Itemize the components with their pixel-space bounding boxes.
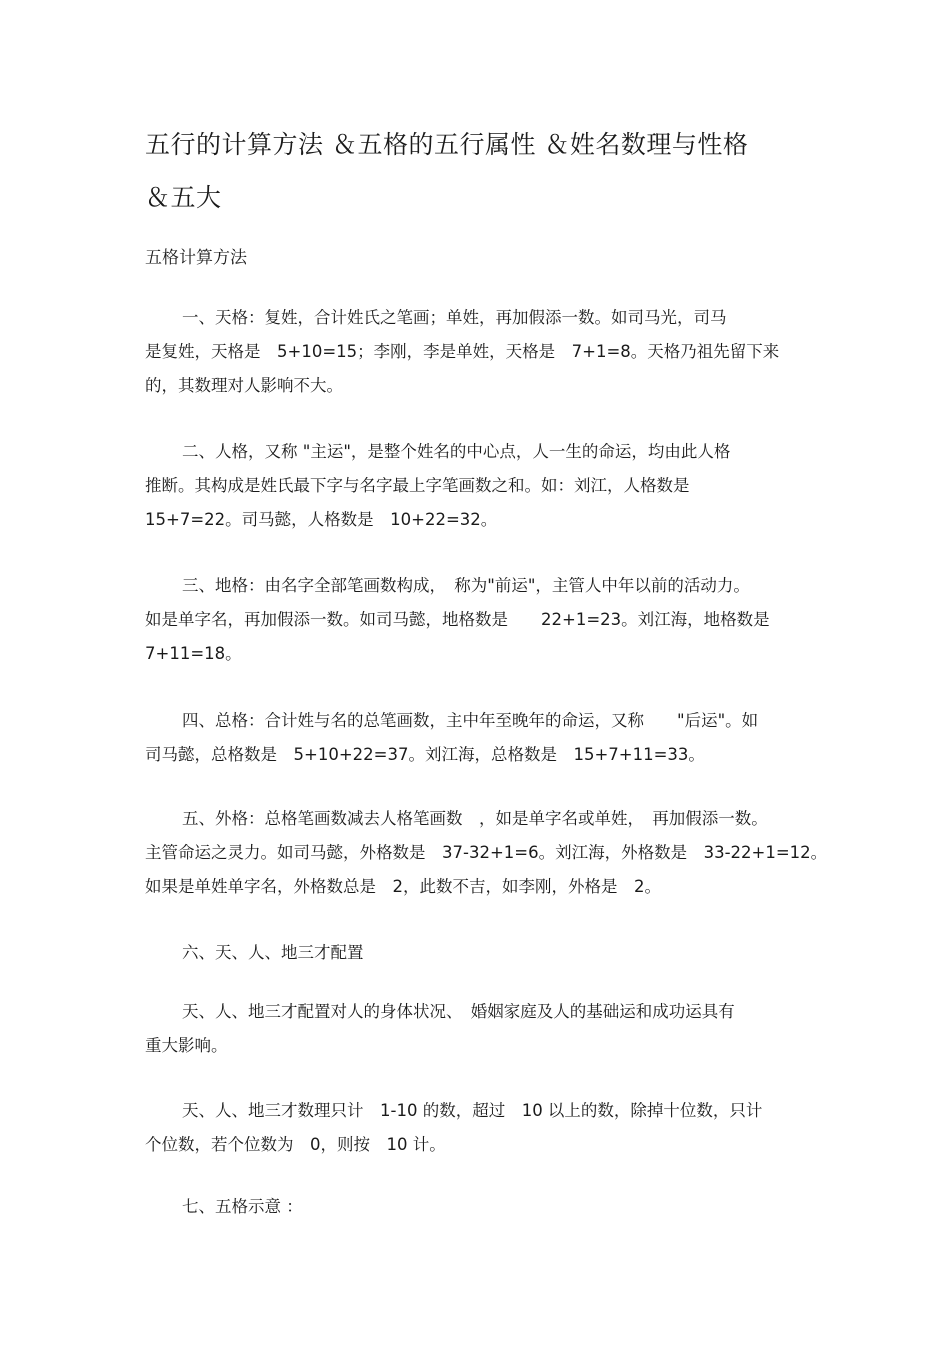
paragraph-line: 六、天、人、地三才配置 [182,943,364,962]
paragraph-line: 三、地格：由名字全部笔画数构成， 称为"前运"，主管人中年以前的活动力。 [182,576,750,595]
paragraph-line: 天、人、地三才数理只计 1-10 的数，超过 10 以上的数，除掉十位数，只计 [182,1101,763,1120]
paragraph-line: 主管命运之灵力。如司马懿，外格数是 37-32+1=6。刘江海，外格数是 33-22+1=12。 [145,843,828,862]
paragraph-line: 的，其数理对人影响不大。 [145,376,343,395]
paragraph-sancai-heading [145,936,810,970]
title-line-1: 五行的计算方法 ＆五格的五行属性 ＆姓名数理与性格 [145,130,749,159]
paragraph-waige [145,802,828,904]
paragraph-line: 是复姓，天格是 5+10=15；李刚，李是单姓，天格是 7+1=8。天格乃祖先留下来 [145,342,780,361]
paragraph-line: 推断。其构成是姓氏最下字与名字最上字笔画数之和。如：刘江，人格数是 [145,476,690,495]
paragraph-line: 四、总格：合计姓与名的总笔画数，主中年至晚年的命运，又称 "后运"。如 [182,711,759,730]
paragraph-zongge [145,704,810,772]
paragraph-line: 五、外格：总格笔画数减去人格笔画数 ，如是单字名或单姓， 再加假添一数。 [182,809,768,828]
paragraph-line: 如是单字名，再加假添一数。如司马懿，地格数是 22+1=23。刘江海，地格数是 [145,610,770,629]
paragraph-sancai-rule [145,1094,810,1162]
paragraph-tiange [145,301,810,403]
paragraph-line: 7+11=18。 [145,644,242,663]
paragraph-line: 个位数，若个位数为 0，则按 10 计。 [145,1135,446,1154]
paragraph-renge [145,435,810,537]
paragraph-line: 一、天格：复姓，合计姓氏之笔画；单姓，再加假添一数。如司马光，司马 [182,308,727,327]
paragraph-dige [145,569,810,671]
paragraph-wuge-diagram-heading [145,1190,810,1224]
document-title [145,118,825,224]
paragraph-line: 天、人、地三才配置对人的身体状况、 婚姻家庭及人的基础运和成功运具有 [182,1002,735,1021]
section-heading: 五格计算方法 [145,248,247,268]
paragraph-line: 如果是单姓单字名，外格数总是 2，此数不吉，如李刚，外格是 2。 [145,877,661,896]
paragraph-sancai-effect [145,995,810,1063]
paragraph-line: 二、人格，又称 "主运"，是整个姓名的中心点，人一生的命运，均由此人格 [182,442,731,461]
paragraph-line: 司马懿，总格数是 5+10+22=37。刘江海，总格数是 15+7+11=33。 [145,745,705,764]
title-line-2: ＆五大 [145,183,222,212]
paragraph-line: 重大影响。 [145,1036,228,1055]
paragraph-line: 七、五格示意 ： [182,1197,303,1216]
paragraph-line: 15+7=22。司马懿，人格数是 10+22=32。 [145,510,498,529]
